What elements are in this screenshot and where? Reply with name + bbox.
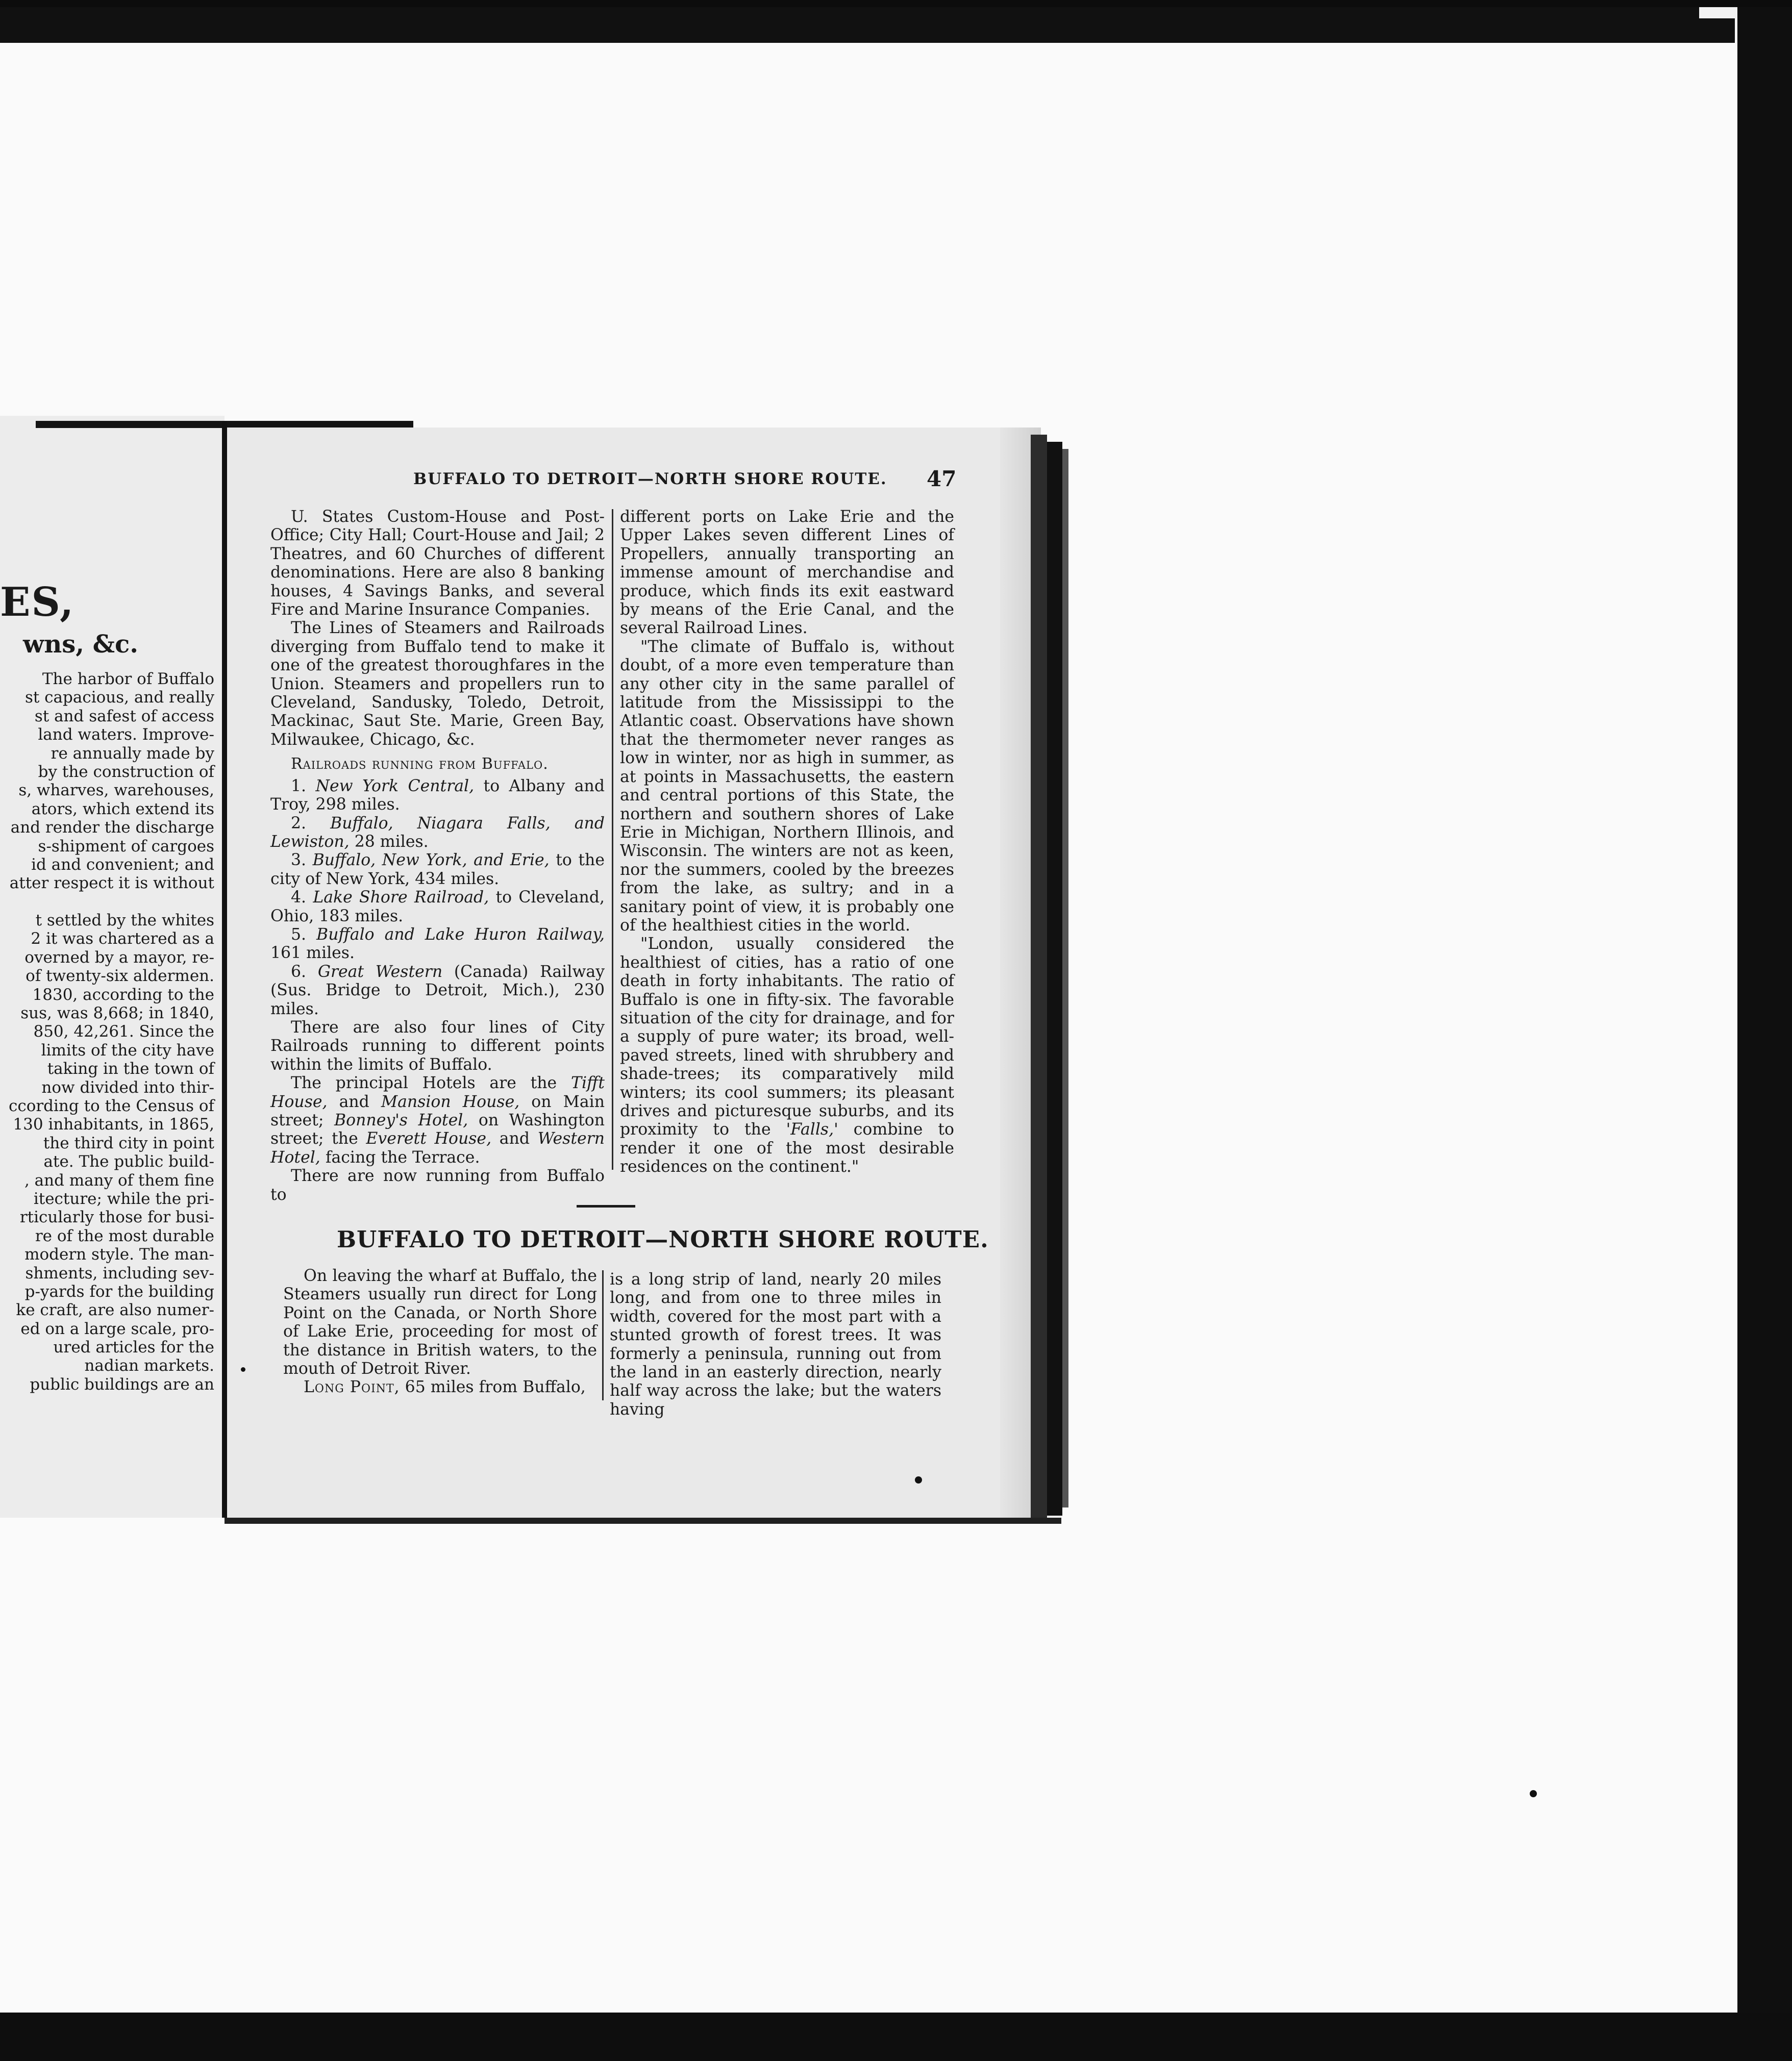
left-page-heading-fragment: ES, <box>0 579 75 625</box>
left-page-line: , and many of them fine <box>24 1171 214 1190</box>
left-page-line: taking in the town of <box>47 1060 214 1078</box>
left-page-line: st capacious, and really <box>24 688 214 707</box>
left-page-line: now divided into thir- <box>41 1078 214 1097</box>
long-point-text: 65 miles from Buffalo, <box>400 1378 586 1397</box>
left-page-line: nadian markets. <box>84 1356 214 1375</box>
paragraph-city-railroads: There are also four lines of City Railroads running to different points within the limits of Buffalo. <box>270 1018 605 1074</box>
railroad-detail: (Canada) Railway (Sus. Bridge to Detroit, Mich.), 230 miles. <box>270 962 605 1018</box>
hotel-everett: Everett House, <box>366 1129 492 1148</box>
left-page-line: and render the discharge <box>10 818 214 837</box>
hotels-text: and <box>491 1129 538 1148</box>
left-page-line: t settled by the whites <box>35 911 214 930</box>
section-column-rule <box>602 1270 604 1400</box>
column-rule <box>612 509 613 1170</box>
left-page-text-lines <box>0 670 214 1394</box>
railroad-detail: to Cleveland, Ohio, 183 miles. <box>270 888 605 925</box>
falls-italic: Falls, <box>790 1120 834 1139</box>
scan-speck <box>1530 1790 1537 1797</box>
left-page-line: ators, which extend its <box>31 799 214 818</box>
left-page-line: p-yards for the building <box>24 1282 214 1301</box>
railroad-number: 6. <box>291 962 318 981</box>
hotels-text: The principal Hotels are the <box>291 1074 571 1093</box>
railroad-item <box>270 851 605 888</box>
left-page-line: 130 inhabitants, in 1865, <box>13 1115 214 1134</box>
left-page-line: re annually made by <box>51 744 214 763</box>
hotel-mansion: Mansion House, <box>381 1092 520 1111</box>
page-number: 47 <box>927 466 957 491</box>
left-page-line: limits of the city have <box>41 1041 214 1060</box>
left-page-line: ke craft, are also numer- <box>16 1301 214 1320</box>
paragraph-long-strip: is a long strip of land, nearly 20 miles long, and from one to three miles in width, covered for the most part with a stunted growth of forest trees. It was formerly a peninsula, running out from the land in an easterly direction, nearly half way across the lake; but the waters having <box>610 1270 941 1419</box>
paragraph-running-from-buffalo: There are now running from Buffalo to <box>270 1167 605 1204</box>
left-page-line: the third city in point <box>43 1134 214 1152</box>
film-border-right <box>1737 7 1792 2061</box>
section-column-right <box>610 1270 941 1419</box>
left-page-line: ured articles for the <box>53 1338 214 1357</box>
left-page-line: id and convenient; and <box>31 855 214 874</box>
hotels-text: facing the Terrace. <box>320 1148 480 1167</box>
hotels-text: and <box>327 1092 381 1111</box>
left-page-line: re of the most durable <box>35 1226 214 1245</box>
railroad-item <box>270 925 605 963</box>
railroads-list <box>270 777 605 1018</box>
left-page-line: 2 it was chartered as a <box>31 929 214 948</box>
left-page-line <box>0 893 214 911</box>
paragraph-london <box>620 935 954 1176</box>
paragraph-leaving-wharf: On leaving the wharf at Buffalo, the Steamers usually run direct for Long Point on the Canada, or North Shore of Lake Erie, proceeding for most of the distance in British waters, to the mouth of Detroit River. <box>283 1267 597 1378</box>
left-page-line: public buildings are an <box>30 1375 214 1394</box>
railroad-number: 5. <box>291 925 317 944</box>
left-page-line: land waters. Improve- <box>38 725 214 744</box>
railroad-detail: 28 miles. <box>349 832 429 851</box>
section-rule <box>577 1205 635 1208</box>
scan-speck <box>241 1367 245 1372</box>
railroad-name: Buffalo, New York, and Erie, <box>312 851 550 870</box>
left-page-line: of twenty-six aldermen. <box>26 967 214 986</box>
page-bottom-edge <box>225 1518 1061 1524</box>
paragraph-climate: "The climate of Buffalo is, without doubt, of a more even temperature than any other city in the same parallel of latitude from the Mississippi to the Atlantic coast. Observations have shown that the thermometer never ranges as low in winter, nor as high in summer, as at points in Massachusetts, the eastern and central portions of this State, the northern and southern shores of Lake Erie in Michigan, Northern Illinois, and Wisconsin. The winters are not as keen, nor the summers, cooled by the breezes from the lake, as sultry; and in a sanitary point of view, it is probably one of the healthiest cities in the world. <box>620 637 954 935</box>
railroad-item <box>270 814 605 851</box>
railroad-number: 1. <box>291 776 316 795</box>
hotel-western: Western Hotel, <box>270 1129 605 1167</box>
paragraph-custom-house: U. States Custom-House and Post-Office; City Hall; Court-House and Jail; 2 Theatres, and 60 Churches of different denominations. Here are also 8 banking houses, 4 Savings Banks, and several Fire and Marine Insurance Companies. <box>270 508 605 619</box>
paragraph-long-point <box>283 1378 597 1396</box>
hotel-tifft: Tifft House, <box>270 1074 605 1111</box>
left-page-line: shments, including sev- <box>25 1264 214 1283</box>
railroad-number: 3. <box>291 851 313 870</box>
railroad-number: 4. <box>291 888 313 907</box>
running-head: BUFFALO TO DETROIT—NORTH SHORE ROUTE. <box>413 470 887 488</box>
london-text: ' combine to render it one of the most desirable residences on the continent." <box>620 1120 954 1176</box>
railroad-detail: to Albany and Troy, 298 miles. <box>270 776 605 814</box>
left-page-line: sus, was 8,668; in 1840, <box>20 1004 214 1023</box>
long-point-smallcaps: Long Point, <box>304 1378 400 1397</box>
london-text: "London, usually considered the healthiest of cities, has a ratio of one death in forty inhabitants. The ratio of Buffalo is one in fifty-six. The favorable situation of the city for drainage, and for a supply of pure water; its broad, well-paved streets, lined with shrubbery and shade-trees; its comparatively mild winters; its cool summers; its pleasant drives and picturesque suburbs, and its proximity to the ' <box>620 935 954 1139</box>
railroad-name: Buffalo, Niagara Falls, and Lewiston, <box>270 814 605 851</box>
railroad-name: Great Western <box>317 962 443 981</box>
film-edge-top <box>0 0 1792 7</box>
left-page-line: st and safest of access <box>34 707 214 725</box>
railroad-item <box>270 963 605 1018</box>
left-page-line: overned by a mayor, re- <box>24 948 214 967</box>
hotels-text: on Main street; <box>270 1092 605 1129</box>
book-edge <box>1031 435 1047 1524</box>
book-edge-highlight <box>1062 449 1068 1507</box>
paragraph-propellers: different ports on Lake Erie and the Upper Lakes seven different Lines of Propellers, annually transporting an immense amount of merchandise and produce, which finds its exit eastward by means of the Erie Canal, and the several Railroad Lines. <box>620 508 954 638</box>
book-edge-dark <box>1047 442 1062 1516</box>
page-fold-divider <box>222 421 227 1518</box>
left-page-line: modern style. The man- <box>24 1245 214 1264</box>
left-page-line: by the construction of <box>38 762 214 781</box>
section-column-left <box>283 1267 597 1397</box>
left-page-line: 850, 42,261. Since the <box>33 1022 214 1041</box>
hotel-bonney: Bonney's Hotel, <box>334 1111 468 1129</box>
left-page-line: atter respect it is without <box>9 874 214 893</box>
railroads-heading: Railroads running from Buffalo. <box>291 755 549 773</box>
text-column-right <box>620 508 954 1176</box>
left-page-line: ate. The public build- <box>43 1152 214 1171</box>
film-border-top <box>0 7 1735 43</box>
left-page-subheading-fragment: wns, &c. <box>23 630 138 659</box>
paragraph-hotels <box>270 1074 605 1167</box>
railroad-name: New York Central, <box>315 776 475 795</box>
railroad-name: Buffalo and Lake Huron Railway, <box>316 925 605 944</box>
railroad-item <box>270 777 605 814</box>
left-page-line: s-shipment of cargoes <box>38 837 214 856</box>
left-facing-page <box>0 416 225 1518</box>
left-page-line: itecture; while the pri- <box>33 1189 214 1208</box>
film-border-bottom <box>0 2013 1792 2061</box>
section-title: BUFFALO TO DETROIT—NORTH SHORE ROUTE. <box>337 1226 989 1253</box>
hotels-text: on Washington street; the <box>270 1111 605 1148</box>
left-page-line: rticularly those for busi- <box>19 1208 214 1227</box>
railroad-name: Lake Shore Railroad, <box>313 888 489 907</box>
left-page-line: ccording to the Census of <box>8 1096 214 1115</box>
scan-speck <box>915 1476 922 1484</box>
left-page-line: ed on a large scale, pro- <box>20 1319 214 1338</box>
railroad-number: 2. <box>291 814 331 833</box>
railroad-item <box>270 888 605 925</box>
paragraph-lines-of-steamers: The Lines of Steamers and Railroads diverging from Buffalo tend to make it one of the greatest thoroughfares in the Union. Steamers and propellers run to Cleveland, Sandusky, Toledo, Detroit, Mackinac, Saut Ste. Marie, Green Bay, Milwaukee, Chicago, &c. <box>270 619 605 749</box>
railroad-detail: to the city of New York, 434 miles. <box>270 851 605 888</box>
left-page-line: s, wharves, warehouses, <box>18 781 214 800</box>
railroad-detail: 161 miles. <box>270 944 355 963</box>
text-column-left <box>270 508 605 1204</box>
left-page-line: The harbor of Buffalo <box>42 670 214 688</box>
left-page-line: 1830, according to the <box>32 985 214 1004</box>
